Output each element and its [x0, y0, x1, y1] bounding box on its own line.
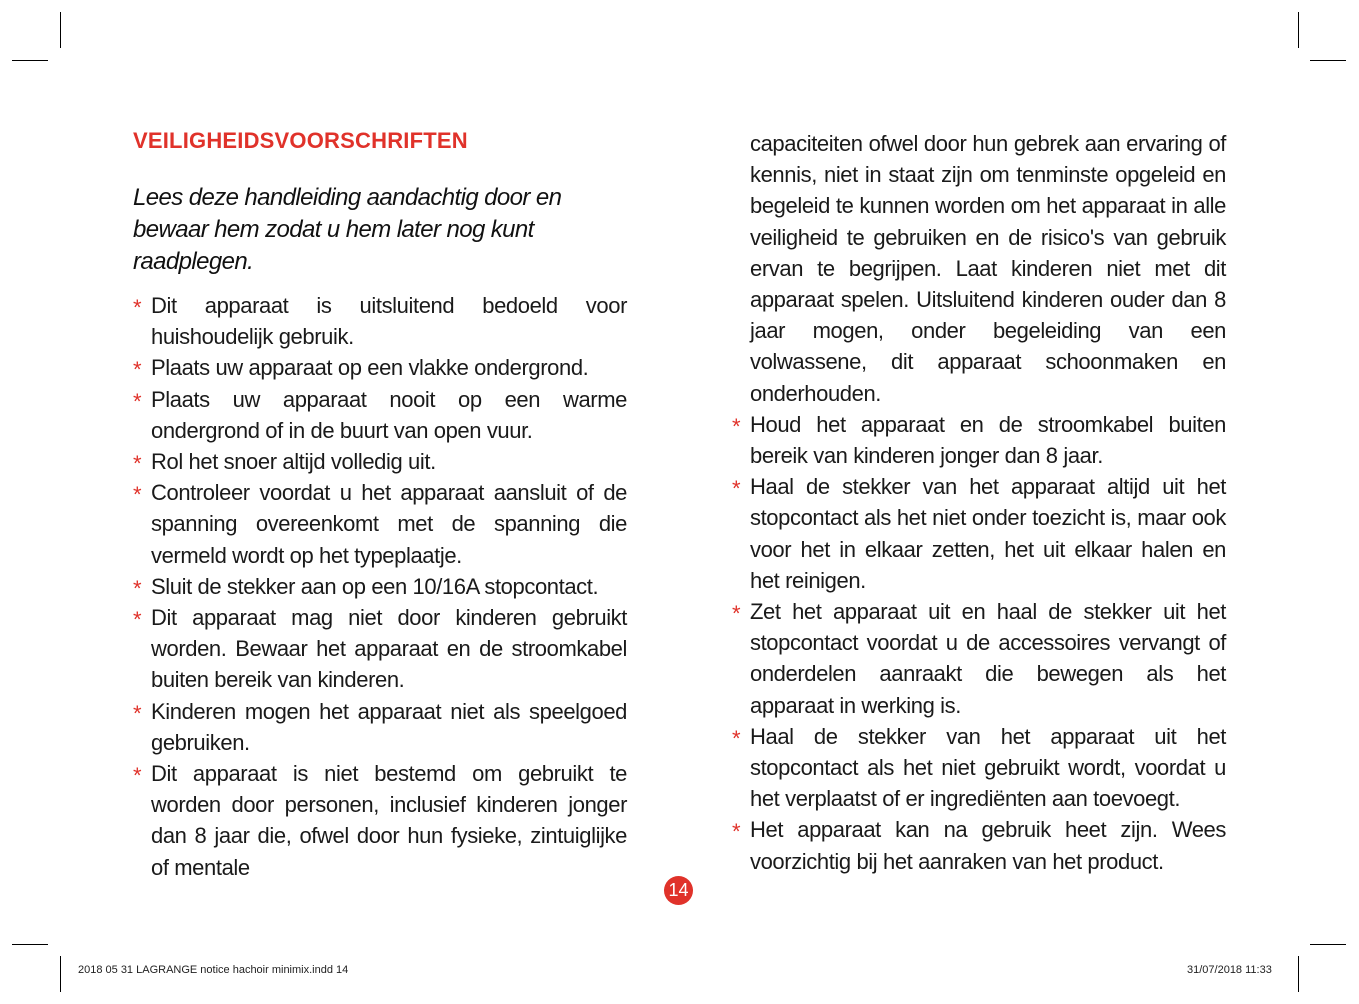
bullet-star-icon: * — [133, 482, 142, 508]
bullet-star-icon: * — [133, 575, 142, 601]
bullet-star-icon: * — [732, 725, 741, 751]
bullet-star-icon: * — [732, 601, 741, 627]
crop-mark — [1298, 12, 1299, 48]
right-column — [732, 128, 1226, 877]
list-item: * Dit apparaat is uitsluitend bedoeld voor huishoudelijk gebruik. — [133, 293, 627, 350]
crop-mark — [1298, 956, 1299, 992]
crop-mark — [12, 944, 48, 945]
crop-mark — [1310, 944, 1346, 945]
page-title: VEILIGHEIDSVOORSCHRIFTEN — [133, 128, 468, 153]
footer-timestamp: 31/07/2018 11:33 — [1187, 964, 1272, 976]
bullet-star-icon: * — [732, 413, 741, 439]
crop-mark — [60, 12, 61, 48]
crop-mark — [1310, 60, 1346, 61]
bullet-star-icon: * — [732, 819, 741, 845]
bullet-star-icon: * — [133, 388, 142, 414]
list-item: * Controleer voordat u het apparaat aansluit of de spanning overeenkomt met de spanning die vermeld wordt op het typeplaatje. — [133, 480, 627, 568]
list-item: * Kinderen mogen het apparaat niet als speelgoed gebruiken. — [133, 698, 627, 755]
footer-filename: 2018 05 31 LAGRANGE notice hachoir minimix.indd 14 — [78, 964, 349, 976]
safety-list-left — [133, 290, 627, 883]
list-item: * Plaats uw apparaat nooit op een warme ondergrond of in de buurt van open vuur. — [133, 386, 627, 443]
list-item: * Haal de stekker van het apparaat uit het stopcontact als het niet gebruikt wordt, voordat u het verplaatst of er ingrediënten aan toevoegt. — [732, 723, 1226, 812]
safety-list-right — [732, 409, 1226, 877]
list-item-continuation: capaciteiten ofwel door hun gebrek aan ervaring of kennis, niet in staat zijn om tenminste opgeleid en begeleid te kunnen worden om het apparaat in alle veiligheid te gebruiken en de risico's van gebruik ervan te begrijpen. Laat kinderen niet met dit apparaat spelen. Uitsluitend kinderen ouder dan 8 jaar mogen, onder begeleiding van een volwassene, dit apparaat schoonmaken en onderhouden. — [750, 131, 1226, 406]
list-item: * Haal de stekker van het apparaat altijd uit het stopcontact als het niet onder toezicht is, maar ook voor het in elkaar zetten, het uit elkaar halen en het reinigen. — [732, 474, 1226, 593]
intro-text: Lees deze handleiding aandachtig door en bewaar hem zodat u hem later nog kunt raadplegen. — [133, 184, 562, 275]
bullet-star-icon: * — [133, 357, 142, 383]
list-item: * Sluit de stekker aan op een 10/16A stopcontact. — [133, 571, 627, 602]
crop-mark — [12, 60, 48, 61]
list-item: * Rol het snoer altijd volledig uit. — [133, 446, 627, 477]
bullet-star-icon: * — [133, 607, 142, 633]
crop-mark — [60, 956, 61, 992]
bullet-star-icon: * — [133, 295, 142, 320]
list-item: * Dit apparaat is niet bestemd om gebruikt te worden door personen, inclusief kinderen jonger dan 8 jaar die, ofwel door hun fysieke, zintuiglijke of mentale — [133, 761, 627, 880]
list-item: * Het apparaat kan na gebruik heet zijn. Wees voorzichtig bij het aanraken van het product. — [732, 817, 1226, 874]
bullet-star-icon: * — [732, 476, 741, 502]
bullet-star-icon: * — [133, 763, 142, 789]
left-column — [133, 126, 627, 883]
bullet-star-icon: * — [133, 700, 142, 726]
list-item: * Plaats uw apparaat op een vlakke ondergrond. — [133, 352, 627, 383]
page-number-badge: 14 — [664, 876, 693, 905]
bullet-star-icon: * — [133, 451, 142, 477]
list-item: * Houd het apparaat en de stroomkabel buiten bereik van kinderen jonger dan 8 jaar. — [732, 411, 1226, 469]
list-item: * Zet het apparaat uit en haal de stekker uit het stopcontact voordat u de accessoires vervangt of onderdelen aanraakt die bewegen als het apparaat in werking is. — [732, 599, 1226, 718]
list-item: * Dit apparaat mag niet door kinderen gebruikt worden. Bewaar het apparaat en de stroomkabel buiten bereik van kinderen. — [133, 605, 627, 693]
